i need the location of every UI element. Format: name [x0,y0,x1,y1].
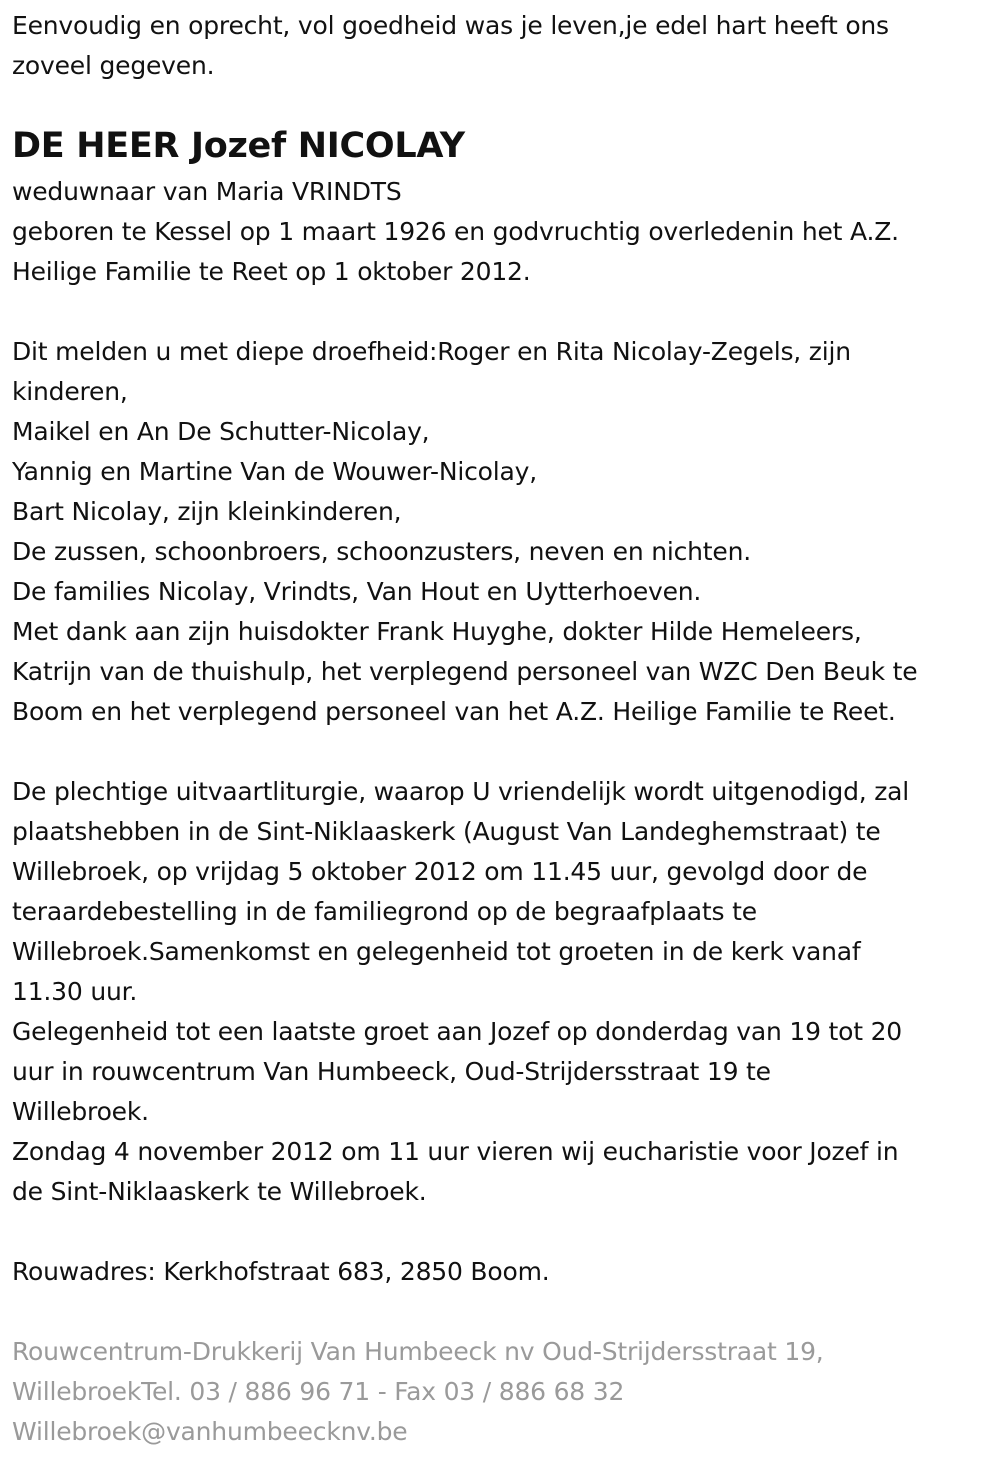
spacer [12,732,988,772]
footer-line: Rouwcentrum-Drukkerij Van Humbeeck nv Oud-Strijdersstraat 19, [12,1337,824,1366]
family-line: De zussen, schoonbroers, schoonzusters, neven en nichten. [12,537,751,566]
family-line: De families Nicolay, Vrindts, Van Hout en Uytterhoeven. [12,577,702,606]
footer-line: WillebroekTel. 03 / 886 96 71 - Fax 03 / 886 68 32 [12,1377,625,1406]
ceremony-line: Zondag 4 november 2012 om 11 uur vieren wij eucharistie voor Jozef in [12,1137,899,1166]
ceremony-line: Willebroek.Samenkomst en gelegenheid tot groeten in de kerk vanaf [12,937,861,966]
ceremony-line: Willebroek, op vrijdag 5 oktober 2012 om 11.45 uur, gevolgd door de [12,857,868,886]
funeral-home-footer [12,1332,988,1452]
ceremony-line: Gelegenheid tot een laatste groet aan Jozef op donderdag van 19 tot 20 [12,1017,903,1046]
details-line: Heilige Familie te Reet op 1 oktober 2012. [12,257,531,286]
family-line: Dit melden u met diepe droefheid:Roger en Rita Nicolay-Zegels, zijn [12,337,851,366]
ceremony-line: uur in rouwcentrum Van Humbeeck, Oud-Strijdersstraat 19 te [12,1057,771,1086]
spacer [12,1212,988,1252]
intro-verse [12,6,988,86]
intro-line: Eenvoudig en oprecht, vol goedheid was je leven,je edel hart heeft ons [12,11,889,40]
family-line: Met dank aan zijn huisdokter Frank Huyghe, dokter Hilde Hemeleers, [12,617,862,646]
family-line: Boom en het verplegend personeel van het A.Z. Heilige Familie te Reet. [12,697,896,726]
ceremony-line: De plechtige uitvaartliturgie, waarop U vriendelijk wordt uitgenodigd, zal [12,777,910,806]
family-announcement [12,332,988,732]
deceased-details [12,172,988,292]
intro-line: zoveel gegeven. [12,51,215,80]
footer-email[interactable]: Willebroek@vanhumbeecknv.be [12,1417,408,1446]
mourning-address: Rouwadres: Kerkhofstraat 683, 2850 Boom. [12,1257,550,1286]
details-line: weduwnaar van Maria VRINDTS [12,177,402,206]
family-line: kinderen, [12,377,128,406]
ceremony-line: Willebroek. [12,1097,149,1126]
family-line: Katrijn van de thuishulp, het verplegend personeel van WZC Den Beuk te [12,657,918,686]
family-line: Bart Nicolay, zijn kleinkinderen, [12,497,402,526]
deceased-name: DE HEER Jozef NICOLAY [12,126,465,166]
ceremony-line: plaatshebben in de Sint-Niklaaskerk (August Van Landeghemstraat) te [12,817,881,846]
ceremony-line: 11.30 uur. [12,977,138,1006]
family-line: Yannig en Martine Van de Wouwer-Nicolay, [12,457,537,486]
ceremony-details [12,772,988,1212]
details-line: geboren te Kessel op 1 maart 1926 en godvruchtig overledenin het A.Z. [12,217,899,246]
spacer [12,292,988,332]
family-line: Maikel en An De Schutter-Nicolay, [12,417,430,446]
ceremony-line: de Sint-Niklaaskerk te Willebroek. [12,1177,427,1206]
ceremony-line: teraardebestelling in de familiegrond op de begraafplaats te [12,897,757,926]
